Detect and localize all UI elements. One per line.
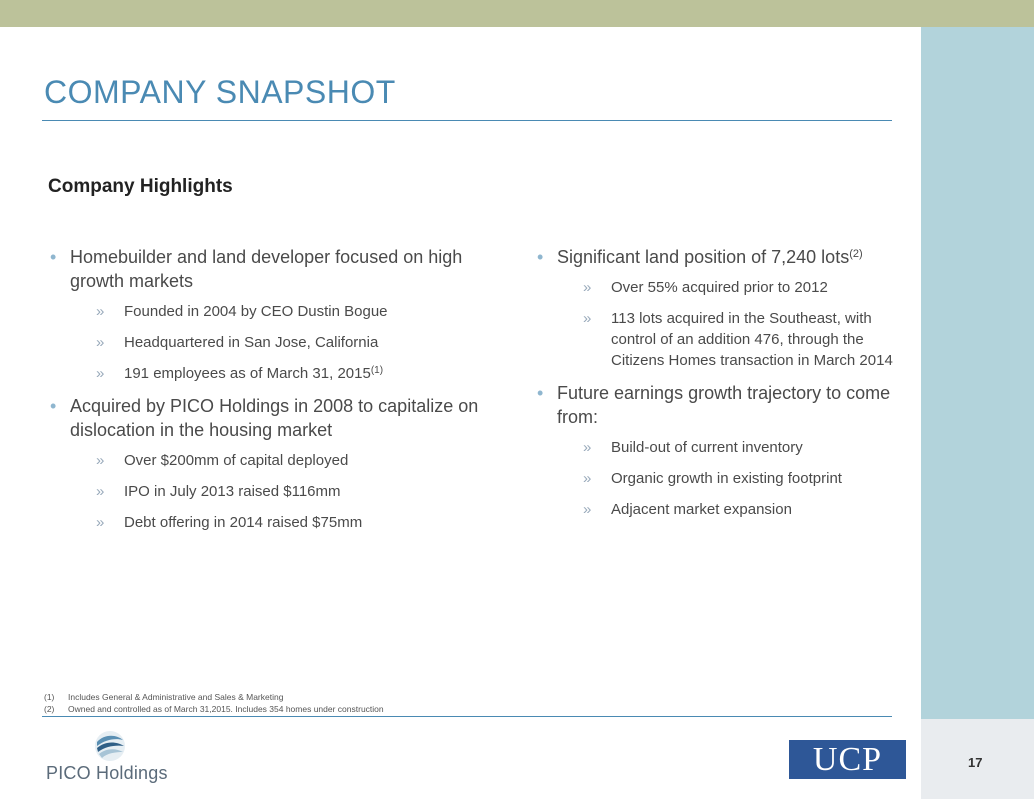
right-sidebar-band: [921, 27, 1034, 799]
pico-holdings-logo: [46, 730, 176, 786]
sub-item: [535, 437, 910, 458]
footnote-number: (2): [44, 704, 55, 714]
pico-wave-icon: [94, 730, 126, 762]
sub-item: [535, 499, 910, 520]
left-column: [48, 245, 503, 543]
sub-item: [48, 332, 503, 353]
bullet-item: [48, 245, 503, 293]
sub-text: Debt offering in 2014 raised $75mm: [124, 514, 363, 531]
sub-text: Over 55% acquired prior to 2012: [611, 279, 828, 296]
bullet-text: Significant land position of 7,240 lots: [557, 247, 850, 267]
footnote: [44, 691, 384, 703]
footnotes: [44, 691, 384, 715]
sub-text: Build-out of current inventory: [611, 439, 803, 456]
sub-text: Adjacent market expansion: [611, 501, 792, 518]
page-number: 17: [968, 755, 983, 770]
sub-item: [48, 450, 503, 471]
sub-text: 113 lots acquired in the Southeast, with control of an addition 476, through the Citizens Homes transaction in March 2014: [611, 310, 893, 369]
footnote-text: Owned and controlled as of March 31,2015. Includes 354 homes under construction: [68, 704, 384, 714]
footer-divider: [42, 716, 892, 717]
section-heading: Company Highlights: [48, 176, 233, 197]
footnote: [44, 703, 384, 715]
footnote-marker: (2): [849, 248, 863, 260]
sub-item: [48, 481, 503, 502]
sub-item: [535, 308, 910, 371]
sub-text: 191 employees as of March 31, 2015: [124, 365, 371, 382]
sub-text: IPO in July 2013 raised $116mm: [124, 483, 341, 500]
right-column: [535, 245, 910, 530]
sub-text: Founded in 2004 by CEO Dustin Bogue: [124, 303, 388, 320]
sub-item: [48, 363, 503, 384]
title-divider: [42, 120, 892, 121]
footnote-marker: (1): [370, 365, 384, 376]
footnote-text: Includes General & Administrative and Sales & Marketing: [68, 692, 284, 702]
bullet-item: [535, 245, 910, 269]
bullet-text: Acquired by PICO Holdings in 2008 to capitalize on dislocation in the housing market: [70, 396, 479, 440]
sub-text: Headquartered in San Jose, California: [124, 334, 379, 351]
sub-text: Organic growth in existing footprint: [611, 470, 842, 487]
page-title: COMPANY SNAPSHOT: [44, 74, 396, 110]
sub-item: [535, 277, 910, 298]
sub-item: [48, 512, 503, 533]
sub-text: Over $200mm of capital deployed: [124, 452, 349, 469]
bullet-item: [535, 381, 910, 429]
pico-logo-text: PICO Holdings: [46, 763, 168, 783]
top-band: [0, 0, 1034, 27]
bullet-text: Homebuilder and land developer focused on high growth markets: [70, 247, 463, 291]
ucp-logo: [789, 740, 906, 779]
footnote-number: (1): [44, 692, 55, 702]
bullet-item: [48, 394, 503, 442]
sub-item: [535, 468, 910, 489]
ucp-logo-text: UCP: [812, 740, 883, 778]
bullet-text: Future earnings growth trajectory to come from:: [557, 383, 891, 427]
sub-item: [48, 301, 503, 322]
